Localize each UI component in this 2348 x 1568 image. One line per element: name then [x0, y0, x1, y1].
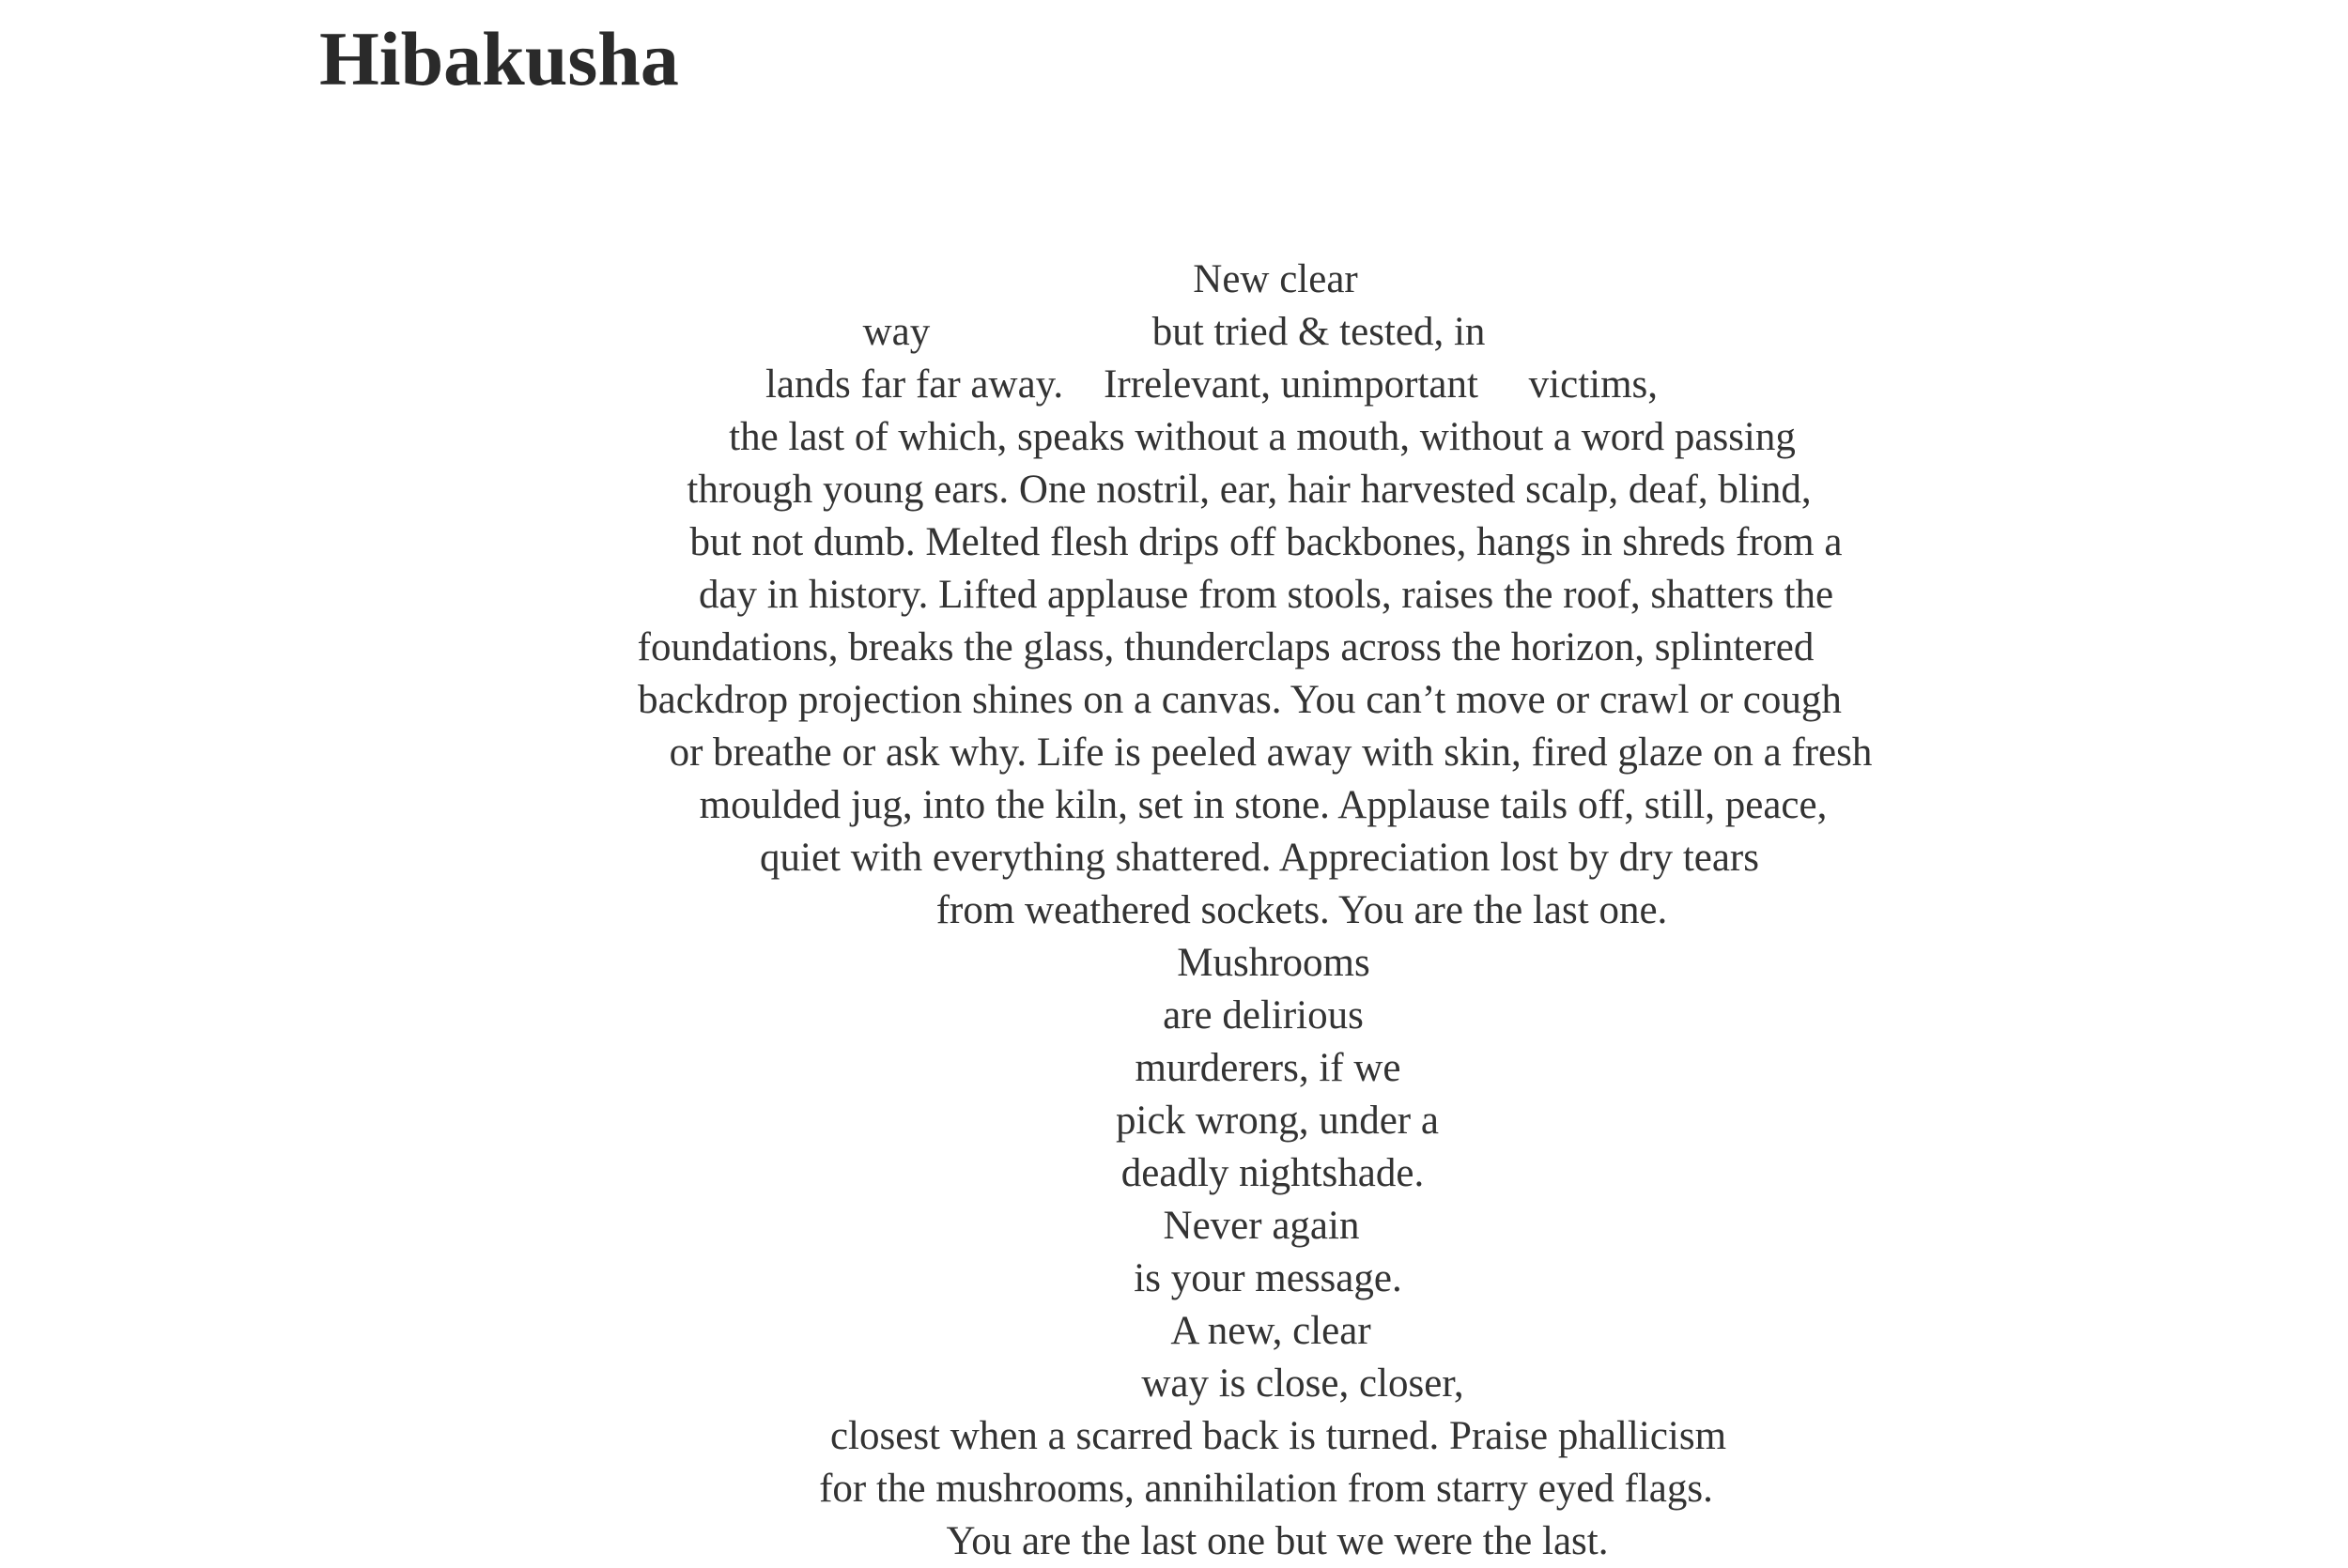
poem-line: way is close, closer,: [1141, 1361, 1464, 1406]
poem-line: the last of which, speaks without a mouth, without a word passing: [729, 415, 1796, 459]
poem-line: is your message.: [1134, 1256, 1402, 1300]
poem-line: New clear: [1193, 257, 1358, 301]
poem-line: backdrop projection shines on a canvas. You can’t move or crawl or cough: [638, 678, 1842, 722]
poem-line: You are the last one but we were the last.: [946, 1519, 1609, 1563]
poem-line: from weathered sockets. You are the last one.: [935, 888, 1668, 932]
poem-title: Hibakusha: [319, 16, 679, 101]
poem-line: murderers, if we: [1135, 1046, 1401, 1090]
poem-line: but not dumb. Melted flesh drips off backbones, hangs in shreds from a: [689, 520, 1843, 564]
poem-line: closest when a scarred back is turned. Praise phallicism: [829, 1414, 1727, 1458]
poem-line: pick wrong, under a: [1116, 1099, 1439, 1143]
poem-line: moulded jug, into the kiln, set in stone. Applause tails off, still, peace,: [699, 783, 1828, 827]
poem-line: deadly nightshade.: [1120, 1151, 1425, 1195]
poem-line: day in history. Lifted applause from stools, raises the roof, shatters the: [698, 573, 1834, 617]
poem-line: A new, clear: [1170, 1309, 1371, 1353]
poem-line: or breathe or ask why. Life is peeled away with skin, fired glaze on a fresh: [669, 730, 1873, 775]
poem-line: are delirious: [1163, 993, 1364, 1038]
poem-line: Never again: [1163, 1204, 1360, 1248]
poem-line: way but tried & tested, in: [862, 310, 1486, 354]
poem-line: Mushrooms: [1177, 941, 1370, 985]
poem-line: quiet with everything shattered. Appreciation lost by dry tears: [760, 836, 1759, 880]
poem-line: through young ears. One nostril, ear, hair harvested scalp, deaf, blind,: [687, 468, 1812, 512]
poem-line: for the mushrooms, annihilation from starry eyed flags.: [819, 1467, 1713, 1511]
poem-line: foundations, breaks the glass, thunderclaps across the horizon, splintered: [637, 625, 1815, 669]
poem-line: lands far far away. Irrelevant, unimportant victims,: [765, 362, 1659, 407]
